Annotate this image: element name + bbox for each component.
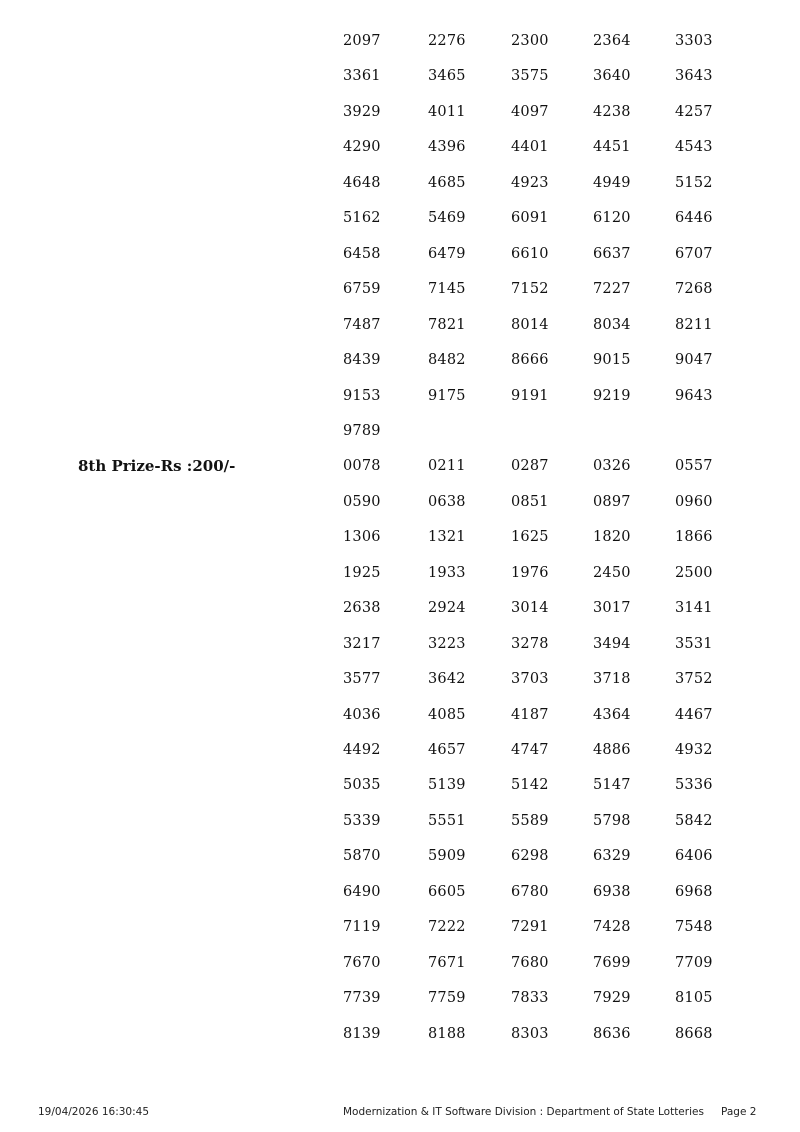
winning-number: 6605 [428,883,466,900]
winning-number: 6479 [428,245,466,262]
result-row [0,350,800,385]
winning-number: 7699 [593,954,631,971]
winning-number: 7222 [428,919,466,936]
winning-number: 0326 [593,458,631,475]
winning-number: 3577 [343,671,381,688]
winning-number: 7709 [675,954,713,971]
winning-number: 8636 [593,1025,631,1042]
winning-number: 5142 [511,777,549,794]
winning-number: 2097 [343,33,381,49]
winning-number: 9219 [593,387,631,404]
winning-number: 7227 [593,281,631,298]
winning-number: 4011 [428,103,466,120]
winning-number: 0590 [343,493,381,510]
winning-number: 7671 [428,954,466,971]
winning-number: 0897 [593,493,631,510]
winning-number: 2450 [593,564,631,581]
winning-number: 6968 [675,883,713,900]
winning-number: 4949 [593,174,631,191]
winning-number: 8482 [428,352,466,369]
winning-number: 4492 [343,742,381,758]
winning-number: 8211 [675,316,713,333]
winning-number: 6091 [511,210,549,227]
winning-number: 2276 [428,33,466,49]
result-row [0,563,800,598]
winning-number: 6637 [593,245,631,262]
winning-number: 4886 [593,742,631,758]
winning-number: 7821 [428,316,466,333]
winning-number: 3303 [675,33,713,49]
winning-number: 7680 [511,954,549,971]
result-row [0,988,800,1023]
winning-number: 1866 [675,529,713,546]
winning-number: 3014 [511,600,549,617]
winning-number: 4685 [428,174,466,191]
result-row [0,882,800,917]
result-row [0,705,800,740]
winning-number: 4401 [511,139,549,156]
winning-number: 4923 [511,174,549,191]
winning-number: 6406 [675,848,713,865]
result-row [0,740,800,775]
winning-number: 7268 [675,281,713,298]
winning-number: 1933 [428,564,466,581]
winning-number: 4290 [343,139,381,156]
winning-number: 1925 [343,564,381,581]
winning-number: 3017 [593,600,631,617]
winning-number: 5152 [675,174,713,191]
winning-number: 5909 [428,848,466,865]
winning-number: 4396 [428,139,466,156]
winning-number: 3531 [675,635,713,652]
winning-number: 3465 [428,68,466,85]
winning-number: 4036 [343,706,381,723]
result-row [0,598,800,633]
winning-number: 6938 [593,883,631,900]
winning-number: 3718 [593,671,631,688]
winning-number: 7833 [511,990,549,1007]
winning-number: 9789 [343,422,381,439]
winning-number: 5469 [428,210,466,227]
winning-number: 0557 [675,458,713,475]
winning-number: 5336 [675,777,713,794]
winning-number: 5870 [343,848,381,865]
winning-number: 4648 [343,174,381,191]
footer-division: Modernization & IT Software Division : Department of State Lotteries [343,1106,704,1118]
result-row [0,846,800,881]
winning-number: 3223 [428,635,466,652]
result-row [0,456,800,491]
winning-number: 0287 [511,458,549,475]
winning-number: 7487 [343,316,381,333]
result-row [0,917,800,952]
winning-number: 7119 [343,919,381,936]
winning-number: 6298 [511,848,549,865]
winning-number: 6120 [593,210,631,227]
winning-number: 1976 [511,564,549,581]
winning-number: 5339 [343,812,381,829]
result-row [0,775,800,810]
winning-number: 6329 [593,848,631,865]
winning-number: 5589 [511,812,549,829]
result-row [0,953,800,988]
result-row [0,421,800,456]
winning-number: 3361 [343,68,381,85]
result-row [0,386,800,421]
result-row [0,173,800,208]
winning-number: 7759 [428,990,466,1007]
winning-number: 3217 [343,635,381,652]
winning-number: 5842 [675,812,713,829]
winning-number: 0211 [428,458,466,475]
winning-number: 8666 [511,352,549,369]
winning-number: 0078 [343,458,381,475]
result-row [0,279,800,314]
winning-number: 3141 [675,600,713,617]
winning-number: 1625 [511,529,549,546]
winning-number: 4085 [428,706,466,723]
result-row [0,634,800,669]
winning-number: 4238 [593,103,631,120]
winning-number: 6490 [343,883,381,900]
winning-number: 5162 [343,210,381,227]
winning-number: 8105 [675,990,713,1007]
winning-number: 4187 [511,706,549,723]
winning-number: 8668 [675,1025,713,1042]
winning-number: 3703 [511,671,549,688]
winning-number: 6446 [675,210,713,227]
winning-number: 3643 [675,68,713,85]
winning-number: 0638 [428,493,466,510]
winning-number: 1321 [428,529,466,546]
winning-number: 4657 [428,742,466,758]
winning-number: 9191 [511,387,549,404]
winning-number: 2500 [675,564,713,581]
winning-number: 4932 [675,742,713,758]
footer-timestamp: 19/04/2026 16:30:45 [38,1106,150,1118]
winning-number: 6610 [511,245,549,262]
winning-number: 4451 [593,139,631,156]
winning-number: 2638 [343,600,381,617]
winning-number: 0851 [511,493,549,510]
winning-number: 7929 [593,990,631,1007]
winning-number: 8014 [511,316,549,333]
winning-number: 8139 [343,1025,381,1042]
winning-number: 3929 [343,103,381,120]
result-row [0,492,800,527]
result-row [0,244,800,279]
winning-number: 4747 [511,742,549,758]
winning-number: 8439 [343,352,381,369]
winning-number: 7548 [675,919,713,936]
result-row [0,208,800,243]
winning-number: 1820 [593,529,631,546]
winning-number: 2364 [593,33,631,49]
winning-number: 9015 [593,352,631,369]
winning-number: 5551 [428,812,466,829]
winning-number: 7428 [593,919,631,936]
winning-number: 5139 [428,777,466,794]
result-row [0,31,800,66]
winning-number: 9643 [675,387,713,404]
winning-number: 7145 [428,281,466,298]
winning-number: 4543 [675,139,713,156]
winning-number: 7152 [511,281,549,298]
winning-number: 6759 [343,281,381,298]
winning-number: 4364 [593,706,631,723]
result-row [0,1024,800,1059]
winning-number: 6458 [343,245,381,262]
winning-number: 3575 [511,68,549,85]
winning-number: 3640 [593,68,631,85]
winning-number: 3752 [675,671,713,688]
winning-number: 0960 [675,493,713,510]
winning-number: 1306 [343,529,381,546]
winning-number: 4467 [675,706,713,723]
footer-page-number: Page 2 [721,1106,757,1118]
winning-number: 9175 [428,387,466,404]
winning-number: 3642 [428,671,466,688]
winning-number: 4257 [675,103,713,120]
result-row [0,102,800,137]
winning-number: 4097 [511,103,549,120]
result-row [0,137,800,172]
winning-number: 7670 [343,954,381,971]
winning-number: 8034 [593,316,631,333]
winning-number: 3278 [511,635,549,652]
result-row [0,66,800,101]
winning-number: 6780 [511,883,549,900]
winning-number: 2300 [511,33,549,49]
winning-number: 7291 [511,919,549,936]
prize-label: 8th Prize-Rs :200/- [78,457,236,476]
result-row [0,811,800,846]
winning-number: 2924 [428,600,466,617]
winning-number: 9153 [343,387,381,404]
result-row [0,669,800,704]
winning-number: 6707 [675,245,713,262]
winning-number: 8188 [428,1025,466,1042]
winning-number: 3494 [593,635,631,652]
result-row [0,527,800,562]
winning-number: 5798 [593,812,631,829]
winning-number: 5035 [343,777,381,794]
winning-number: 7739 [343,990,381,1007]
winning-number: 9047 [675,352,713,369]
winning-number: 8303 [511,1025,549,1042]
result-row [0,315,800,350]
winning-number: 5147 [593,777,631,794]
